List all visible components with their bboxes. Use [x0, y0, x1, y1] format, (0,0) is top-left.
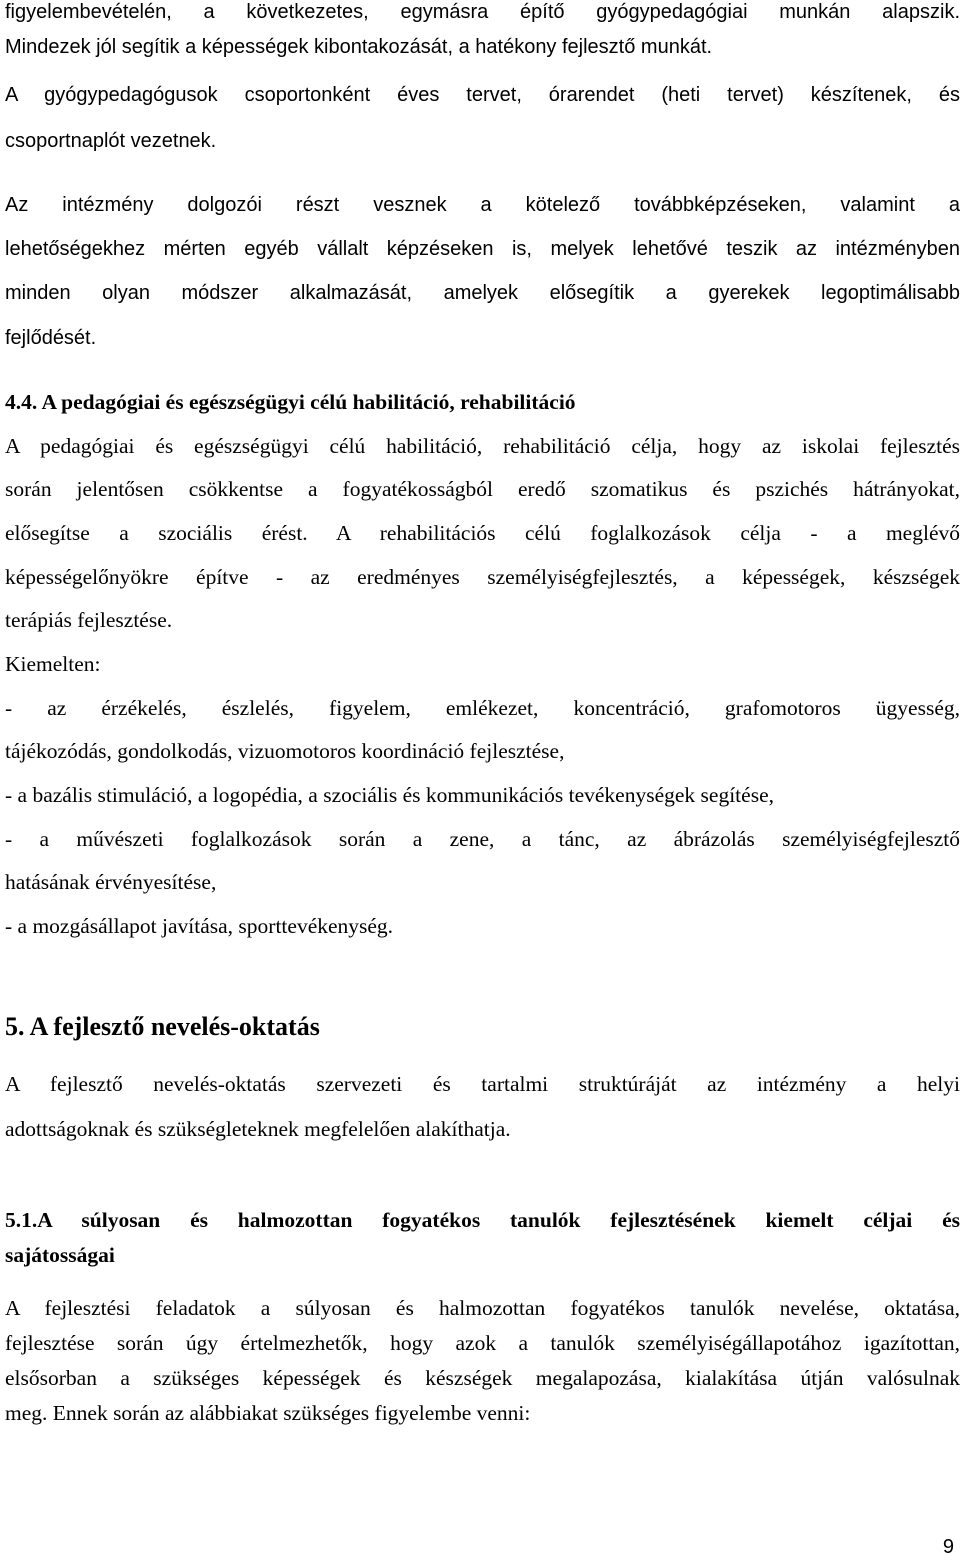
section-heading-continuation: sajátosságai — [5, 1243, 115, 1267]
text-line: adottságoknak és szükségleteknek megfelelően alakíthatja. — [5, 1117, 511, 1141]
text-line: fejlődését. — [5, 327, 97, 349]
text-line: meg. Ennek során az alábbiakat szükséges figyelembe venni: — [5, 1401, 531, 1425]
list-item: - az érzékelés, észlelés, figyelem, emlékezet, koncentráció, grafomotoros ügyesség, — [5, 696, 960, 720]
list-item-continuation: tájékozódás, gondolkodás, vizuomotoros koordináció fejlesztése, — [5, 739, 565, 763]
list-item: - a bazális stimuláció, a logopédia, a szociális és kommunikációs tevékenységek segítése, — [5, 783, 774, 807]
text-line: elsősorban a szükséges képességek és készségek megalapozása, kialakítása útján valósulnak — [5, 1366, 960, 1390]
list-item: - a művészeti foglalkozások során a zene, a tánc, az ábrázolás személyiségfejlesztő — [5, 827, 960, 851]
chapter-heading: 5. A fejlesztő nevelés-oktatás — [5, 1012, 320, 1041]
text-line: terápiás fejlesztése. — [5, 608, 173, 632]
text-line: A gyógypedagógusok csoportonként éves tervet, órarendet (heti tervet) készítenek, és — [5, 84, 960, 106]
text-line: A fejlesztő nevelés-oktatás szervezeti és tartalmi struktúráját az intézmény a helyi — [5, 1072, 960, 1096]
section-heading: 4.4. A pedagógiai és egészségügyi célú habilitáció, rehabilitáció — [5, 390, 576, 414]
page-number: 9 — [942, 1536, 954, 1558]
section-heading: 5.1.A súlyosan és halmozottan fogyatékos tanulók fejlesztésének kiemelt céljai és — [5, 1208, 960, 1232]
text-line: A pedagógiai és egészségügyi célú habilitáció, rehabilitáció célja, hogy az iskolai fejlesztés — [5, 434, 960, 458]
text-line: során jelentősen csökkentse a fogyatékosságból eredő szomatikus és pszichés hátrányokat, — [5, 477, 960, 501]
text-line: elősegítse a szociális érést. A rehabilitációs célú foglalkozások célja - a meglévő — [5, 521, 960, 545]
list-intro: Kiemelten: — [5, 652, 101, 676]
list-item-continuation: hatásának érvényesítése, — [5, 870, 217, 894]
text-line: Az intézmény dolgozói részt vesznek a kötelező továbbképzéseken, valamint a — [5, 194, 960, 216]
text-line: Mindezek jól segítik a képességek kibontakozását, a hatékony fejlesztő munkát. — [5, 36, 713, 58]
intro-paragraph — [5, 0, 960, 152]
text-line: lehetőségekhez mérten egyéb vállalt képzéseken is, melyek lehetővé teszik az intézményben — [5, 238, 960, 260]
text-line: figyelembevételén, a következetes, egymásra építő gyógypedagógiai munkán alapszik. — [5, 1, 960, 23]
text-line: A fejlesztési feladatok a súlyosan és halmozottan fogyatékos tanulók nevelése, oktatása, — [5, 1296, 960, 1320]
text-line: minden olyan módszer alkalmazását, amelyek elősegítik a gyerekek legoptimálisabb — [5, 282, 960, 304]
text-line: csoportnaplót vezetnek. — [5, 130, 217, 152]
list-item: - a mozgásállapot javítása, sporttevékenység. — [5, 914, 394, 938]
text-line: fejlesztése során úgy értelmezhetők, hogy azok a tanulók személyiségállapotához igazítottan, — [5, 1331, 960, 1355]
text-line: képességelőnyökre építve - az eredményes személyiségfejlesztés, a képességek, készségek — [5, 565, 960, 589]
